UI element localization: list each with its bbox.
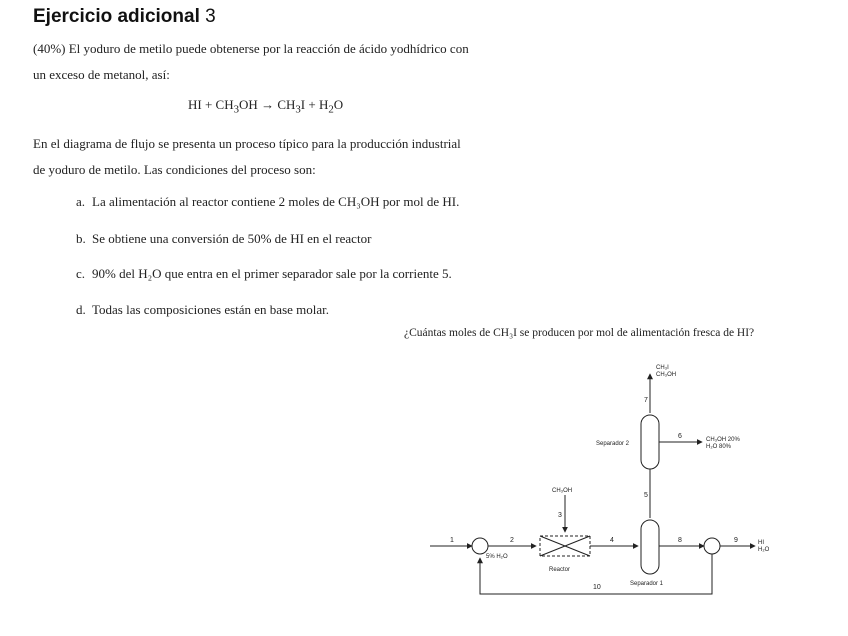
- eq-lhs: HI + CH: [188, 97, 234, 112]
- hi-outlet-1: HI: [758, 540, 764, 546]
- condition-item: [76, 302, 329, 318]
- reactor-label: Reactor: [549, 567, 571, 573]
- top-product-1: CH₃I: [656, 365, 669, 371]
- stream-number: 7: [644, 397, 648, 404]
- eq-rhs-sub: 3: [295, 103, 301, 116]
- condition-item: [76, 231, 371, 247]
- condition-item: [76, 194, 459, 210]
- title-number: 3: [205, 6, 216, 27]
- condition-marker: c.: [76, 266, 86, 281]
- stream-number: 8: [678, 537, 682, 544]
- stream-number: 10: [593, 584, 601, 591]
- eq-rhs-end: O: [333, 97, 344, 112]
- separator-1-icon: [641, 520, 659, 574]
- intro-paragraph: [33, 36, 523, 88]
- splitter-icon: [704, 538, 720, 554]
- stream-number: 1: [450, 537, 454, 544]
- eq-lhs-tail: OH: [239, 97, 258, 112]
- separator-2-icon: [641, 415, 659, 469]
- hi-outlet-2: H₂O: [758, 547, 770, 553]
- reaction-equation: [188, 97, 343, 116]
- mixer-icon: [472, 538, 488, 554]
- side-product-2: H₂O 80%: [706, 444, 732, 450]
- stream-number: 6: [678, 433, 682, 440]
- stream-number: 4: [610, 537, 614, 544]
- separator-1-label: Separador 1: [630, 581, 664, 587]
- condition-item: [76, 266, 452, 282]
- stream-number: 3: [558, 512, 562, 519]
- diagram-intro-line-2: de yoduro de metilo. Las condiciones del proceso son:: [33, 162, 316, 177]
- condition-text: La alimentación al reactor contiene 2 moles de CH₃OH por mol de HI.: [92, 194, 460, 209]
- intro-line-2: un exceso de metanol, así:: [33, 67, 170, 82]
- methanol-feed-label: CH₃OH: [552, 488, 573, 494]
- eq-lhs-sub: 3: [233, 103, 240, 116]
- eq-rhs: CH: [277, 97, 296, 112]
- question-text: ¿Cuántas moles de CH₃I se producen por mol de alimentación fresca de HI?: [404, 327, 755, 339]
- condition-marker: b.: [76, 231, 86, 246]
- title-text: Ejercicio adicional: [33, 6, 200, 27]
- eq-rhs-sub2: 2: [328, 103, 334, 116]
- eq-rhs-tail: I + H: [300, 97, 329, 112]
- diagram-intro-line-1: En el diagrama de flujo se presenta un proceso típico para la producción industrial: [33, 136, 461, 151]
- condition-marker: a.: [76, 194, 86, 209]
- condition-marker: d.: [76, 302, 86, 317]
- condition-text: 90% del H₂O que entra en el primer separador sale por la corriente 5.: [92, 266, 452, 281]
- stream-number: 5: [644, 492, 648, 499]
- condition-text: Todas las composiciones están en base molar.: [92, 302, 330, 317]
- process-flow-diagram: [420, 360, 790, 600]
- diagram-intro-paragraph: [33, 131, 523, 183]
- eq-arrow: →: [261, 97, 275, 112]
- side-product-1: CH₃OH 20%: [706, 437, 740, 443]
- feed-water-pct: 5% H₂O: [486, 554, 508, 560]
- condition-text: Se obtiene una conversión de 50% de HI en el reactor: [92, 231, 372, 246]
- page-title: [33, 6, 216, 28]
- top-product-2: CH₃OH: [656, 372, 677, 378]
- separator-2-label: Separador 2: [596, 441, 630, 447]
- stream-number: 2: [510, 537, 514, 544]
- intro-line-1: (40%) El yoduro de metilo puede obtenerse por la reacción de ácido yodhídrico con: [33, 41, 469, 56]
- stream-number: 9: [734, 537, 738, 544]
